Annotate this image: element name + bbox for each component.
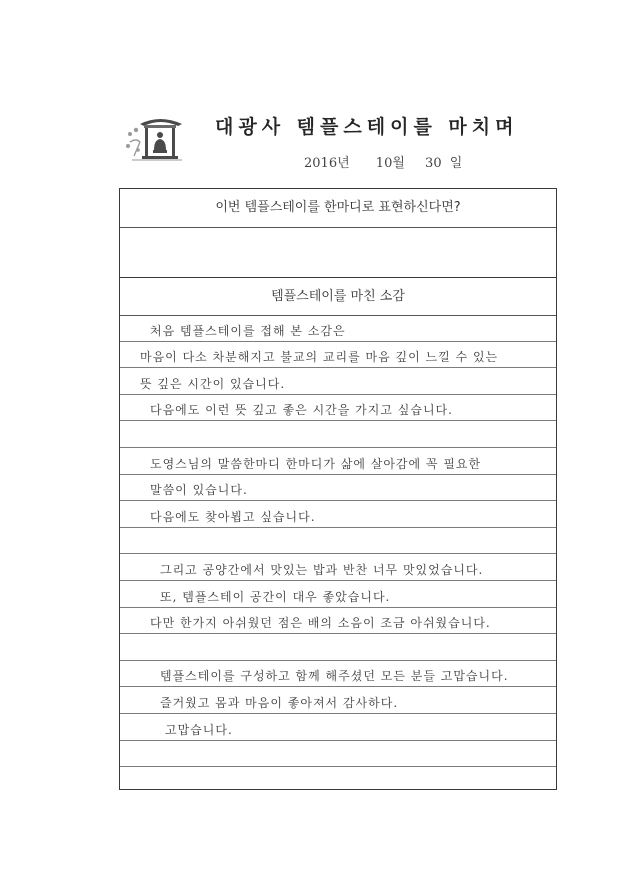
handwritten-text: 마음이 다소 차분해지고 불교의 교리를 마음 깊이 느낄 수 있는	[140, 350, 499, 365]
date-month-unit: 월	[392, 156, 405, 171]
writing-line[interactable]	[120, 421, 556, 448]
handwritten-text: 고맙습니다.	[165, 722, 233, 737]
writing-line[interactable]	[120, 315, 556, 342]
writing-line[interactable]	[120, 342, 556, 369]
writing-line[interactable]	[120, 395, 556, 422]
feedback-form	[119, 188, 557, 790]
handwritten-text: 템플스테이를 구성하고 함께 해주셨던 모든 분들 고맙습니다.	[160, 669, 509, 684]
writing-line[interactable]	[120, 581, 556, 608]
impressions-lines	[120, 315, 556, 767]
writing-line[interactable]	[120, 475, 556, 502]
temple-logo-icon	[124, 112, 188, 164]
date-line	[304, 152, 462, 171]
question-answer-field[interactable]	[120, 227, 556, 278]
handwritten-text: 그리고 공양간에서 맛있는 밥과 반찬 너무 맛있었습니다.	[160, 562, 484, 577]
writing-line[interactable]	[120, 634, 556, 661]
writing-line[interactable]	[120, 714, 556, 741]
handwritten-text: 뜻 깊은 시간이 있습니다.	[140, 376, 286, 391]
handwritten-text: 말씀이 있습니다.	[150, 483, 248, 498]
handwritten-text: 즐거웠고 몸과 마음이 좋아져서 감사하다.	[160, 695, 399, 710]
date-month: 10	[375, 156, 393, 171]
writing-line[interactable]	[120, 608, 556, 635]
writing-line[interactable]	[120, 528, 556, 555]
handwritten-text: 또, 템플스테이 공간이 대우 좋았습니다.	[160, 589, 391, 604]
date-year-unit: 년	[337, 156, 350, 171]
writing-line[interactable]	[120, 554, 556, 581]
page-title: 대광사 템플스테이를 마치며	[215, 116, 519, 138]
handwritten-text: 도영스님의 말씀한마디 한마디가 삶에 살아감에 꼭 필요한	[150, 456, 482, 471]
date-day: 30	[425, 156, 442, 171]
writing-line[interactable]	[120, 501, 556, 528]
writing-line[interactable]	[120, 741, 556, 768]
writing-line[interactable]	[120, 687, 556, 714]
writing-line[interactable]	[120, 448, 556, 475]
handwritten-text: 처음 템플스테이를 접해 본 소감은	[150, 323, 346, 338]
writing-line[interactable]	[120, 368, 556, 395]
handwritten-text: 다만 한가지 아쉬웠던 점은 배의 소음이 조금 아쉬웠습니다.	[150, 616, 491, 631]
date-day-unit: 일	[449, 156, 463, 171]
handwritten-text: 다음에도 찾아뵙고 싶습니다.	[150, 509, 316, 524]
handwritten-text: 다음에도 이런 뜻 깊고 좋은 시간을 가지고 싶습니다.	[150, 403, 453, 418]
impressions-label: 템플스테이를 마친 소감	[120, 277, 556, 316]
question-label: 이번 템플스테이를 한마디로 표현하신다면?	[120, 189, 556, 228]
date-year: 2016	[304, 156, 338, 171]
writing-line[interactable]	[120, 661, 556, 688]
